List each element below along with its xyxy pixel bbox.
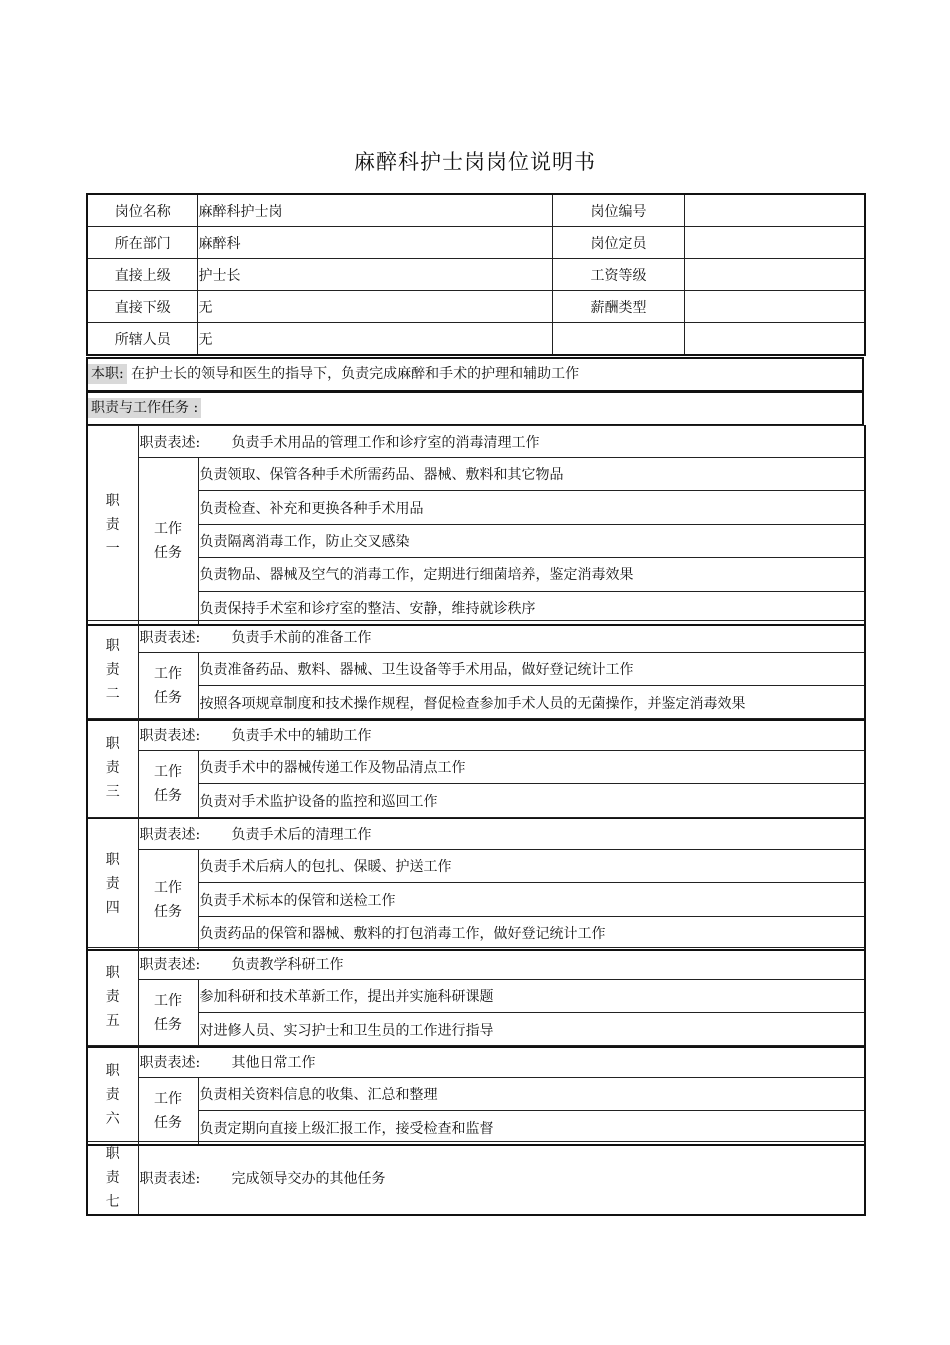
duty-desc-row: [87, 948, 865, 980]
job-summary: [86, 357, 864, 392]
duty-block: [86, 817, 866, 951]
duty-description: [138, 719, 865, 751]
duty-desc-row: [87, 719, 865, 751]
task-row: [87, 850, 865, 883]
task-item: 负责保持手术室和诊疗室的整洁、安静，维持就诊秩序: [198, 591, 865, 625]
task-row: [87, 653, 865, 686]
info-value: 护士长: [197, 259, 552, 291]
task-row: [87, 883, 865, 916]
info-value: [684, 323, 865, 356]
duty-description-text: 负责教学科研工作: [231, 956, 344, 973]
info-value: 无: [197, 291, 552, 323]
task-row: [87, 558, 865, 591]
info-value: 麻醉科: [197, 227, 552, 259]
responsibilities-heading: [86, 391, 864, 426]
task-item: 负责相关资料信息的收集、汇总和整理: [198, 1078, 865, 1111]
duty-label: 职责六: [87, 1046, 138, 1145]
duty-description-label: 职责表述:: [139, 1171, 201, 1187]
duty-block: [86, 718, 866, 819]
duty-block: [86, 947, 866, 1048]
task-item: 负责手术后病人的包扎、保暖、护送工作: [198, 850, 865, 883]
task-item: 负责定期向直接上级汇报工作，接受检查和监督: [198, 1111, 865, 1145]
work-task-label: 工作任务: [138, 1078, 198, 1145]
duty-description-text: 完成领导交办的其他任务: [231, 1171, 386, 1187]
duty-desc-row: [87, 1142, 865, 1216]
work-task-label: 工作任务: [138, 980, 198, 1047]
info-label: 岗位定员: [552, 227, 684, 259]
info-label: 直接下级: [87, 291, 197, 323]
task-row: [87, 491, 865, 524]
info-value: [684, 291, 865, 323]
duty-description-label: 职责表述:: [139, 434, 201, 451]
info-label: 直接上级: [87, 259, 197, 291]
info-value: [684, 259, 865, 291]
duty-label: 职责五: [87, 948, 138, 1047]
task-item: 负责对手术监护设备的监控和巡回工作: [198, 784, 865, 818]
duty-description-label: 职责表述:: [139, 956, 201, 973]
work-task-label: 工作任务: [138, 458, 198, 625]
info-value: 麻醉科护士岗: [197, 194, 552, 227]
task-item: 参加科研和技术革新工作，提出并实施科研课题: [198, 980, 865, 1013]
task-row: [87, 524, 865, 557]
duty-block: [86, 1141, 866, 1216]
info-label: 所在部门: [87, 227, 197, 259]
task-row: [87, 784, 865, 818]
task-item: 对进修人员、实习护士和卫生员的工作进行指导: [198, 1013, 865, 1047]
task-row: [87, 1078, 865, 1111]
info-value: [684, 194, 865, 227]
duty-description-text: 负责手术后的清理工作: [231, 826, 372, 843]
info-value: 无: [197, 323, 552, 356]
duty-desc-row: [87, 621, 865, 653]
duty-description: [138, 948, 865, 980]
page-title: 麻醉科护士岗岗位说明书: [354, 150, 596, 174]
task-row: [87, 458, 865, 491]
job-summary-label: 本职:: [88, 364, 127, 384]
duty-description: [138, 818, 865, 850]
duty-block: [86, 1045, 866, 1146]
task-row: [87, 1111, 865, 1145]
duty-desc-row: [87, 1046, 865, 1078]
responsibilities-heading-label: 职责与工作任务 :: [88, 398, 201, 418]
task-row: [87, 916, 865, 950]
info-label: 岗位名称: [87, 194, 197, 227]
duty-desc-row: [87, 426, 865, 458]
duty-block: [86, 425, 866, 626]
duty-label: 职责二: [87, 621, 138, 720]
info-row: [87, 259, 865, 291]
info-label: [552, 323, 684, 356]
duty-label: 职责四: [87, 818, 138, 951]
duty-description-label: 职责表述:: [139, 629, 201, 646]
info-row: [87, 227, 865, 259]
basic-info-table: [86, 193, 866, 356]
info-label: 工资等级: [552, 259, 684, 291]
work-task-label: 工作任务: [138, 751, 198, 818]
task-item: 负责检查、补充和更换各种手术用品: [198, 491, 865, 524]
duty-description-text: 其他日常工作: [231, 1054, 316, 1071]
duty-description-label: 职责表述:: [139, 727, 201, 744]
info-row: [87, 291, 865, 323]
task-item: 负责物品、器械及空气的消毒工作，定期进行细菌培养，鉴定消毒效果: [198, 558, 865, 591]
info-row: [87, 323, 865, 356]
task-item: 负责准备药品、敷料、器械、卫生设备等手术用品，做好登记统计工作: [198, 653, 865, 686]
work-task-label: 工作任务: [138, 653, 198, 720]
duty-description: [138, 1046, 865, 1078]
task-item: 负责药品的保管和器械、敷料的打包消毒工作，做好登记统计工作: [198, 916, 865, 950]
task-item: 负责手术中的器械传递工作及物品清点工作: [198, 751, 865, 784]
task-item: 负责隔离消毒工作，防止交叉感染: [198, 524, 865, 557]
info-label: 薪酬类型: [552, 291, 684, 323]
duty-block: [86, 620, 866, 721]
task-row: [87, 980, 865, 1013]
task-item: 按照各项规章制度和技术操作规程，督促检查参加手术人员的无菌操作，并鉴定消毒效果: [198, 686, 865, 720]
info-label: 所辖人员: [87, 323, 197, 356]
duty-label: 职责三: [87, 719, 138, 818]
duty-description-text: 负责手术用品的管理工作和诊疗室的消毒清理工作: [231, 434, 540, 451]
job-summary-text: 在护士长的领导和医生的指导下，负责完成麻醉和手术的护理和辅助工作: [131, 366, 580, 382]
duty-description-text: 负责手术前的准备工作: [231, 629, 372, 646]
task-item: 负责手术标本的保管和送检工作: [198, 883, 865, 916]
duty-description-label: 职责表述:: [139, 826, 201, 843]
duty-description-label: 职责表述:: [139, 1054, 201, 1071]
duty-description: [138, 1142, 865, 1216]
info-value: [684, 227, 865, 259]
duty-description: [138, 621, 865, 653]
info-row: [87, 194, 865, 227]
task-item: 负责领取、保管各种手术所需药品、器械、敷料和其它物品: [198, 458, 865, 491]
task-row: [87, 1013, 865, 1047]
task-row: [87, 751, 865, 784]
duty-description: [138, 426, 865, 458]
duty-desc-row: [87, 818, 865, 850]
task-row: [87, 686, 865, 720]
info-label: 岗位编号: [552, 194, 684, 227]
duty-label: 职责一: [87, 426, 138, 625]
duty-description-text: 负责手术中的辅助工作: [231, 727, 372, 744]
work-task-label: 工作任务: [138, 850, 198, 951]
duty-label: 职责七: [87, 1142, 138, 1216]
